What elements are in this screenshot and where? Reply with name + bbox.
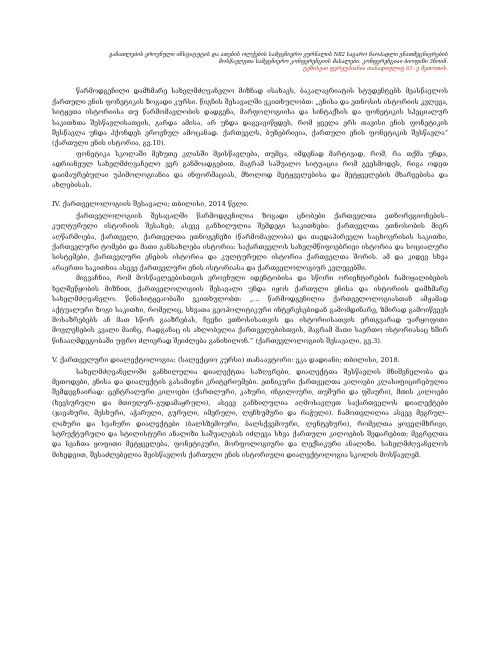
document-body	[52, 86, 448, 460]
section-4-heading: IV. ქართველოლოგიის შესავალი; თბილისი, 2014 წელი.	[52, 200, 249, 209]
section-4-paragraph-1: ქართველოლოგიის შესავალში წარმოდგენილია ზოგადი ცნობები ქართველთა ეთნორეგიონების–კულტურული ისტორიის შესახებ; ასევე განხილულია შემდეგი საკითხები: ქართველთა ეთნოსობის მიერ აღწარმოება, ქართველი, ქართველთა ეთნოგენეზი (წარმომავლობა) და თავდაპირველი საცხოვრისის საკითხი, ქართველური ტომები და მათი განსახლება ისტორია: საქართველოს სახელმწიფოებრივი ისტორია და სოციალური სისტემები, ქართველური ენების ისტორია და კულტურული ისტორია ქართველთა შორის. ამ და კიდევ სხვა არაერთი საკითხია ასევე ქართველური ენის ისტორიასა და ქართველოლოგიურ კვლევებში.	[52, 211, 448, 272]
section-5-heading: V. ქართველური დიალექტოლოგია; (სალექციო კურსი) თანაავტორი: ვკა დადიანი; თბილისი, 2018.	[52, 356, 400, 365]
section-4-paragraph-2: მიგვაჩნია, რომ მოსწავლეებისთვის ეროვნული იდენტობისა და სწორი ორიენტირების ჩამოყალიბების ხელშეწყობის მიზნით, ქართველოლოგიის შესავალი უნდა იყოს ქართული ენისა და ისტორიის დამხმარე სახელმძღვანელო. წინასიტყვაობაში ვკითხულობთ: „... წარმოდგენილია ქართველოლოგიასთან ამჟამად აქტუალური ზოგი საკითხი, რომელიც, სხვათა გეოპოლიტიკური ინტერესებიდან გამომდინარე, ზმირად გამოიწვევს მოსაზრებებს ან მათ სწორ გააზრებას, ჩვენი ეთნოსისათვის და ისტორიისათვის ერთგვარად უარყოფითი მოვლენების კვალი მაინც, რადგანაც ის ახლობელია ქართველებისთვის, მაგრამ მათი საერთო ისტორიასაც ხშირ წინააღმდეგობაში უფრო ძლიერად შეიძლება განიხილონ.“ (ქართველოლოგიის შესავალი, გვ.3).	[52, 274, 448, 345]
header-line-2: მოსწავლეთა სამეცნიერო კონფერენციის მასალები. კონფერენციაი ბიოფიზი 3ნოინ.	[218, 58, 448, 65]
header-line-3: ტეზისეაი ფერეუჰიანია თანადიფლიტ 61- ე მეთოთის.	[303, 65, 448, 72]
section-5-paragraph-1: სახელმძღვანელოში განხილულია დიალექტთა საზღვრები, დიალექტთა შესწავლის მნიშვნელობა და მეთოდები, ენისა და დიალექტის გასამიჯნი კრიტერიუმები. ეთნიკური ქართველთა კილოები კლასიფიცირებულია შემდეგნაირად: ცენტრალური კილოები (ქართლური, კახური, ინგილოური, თუშური და ფშაური), მთის კილოები (ხევსურული და მთიულურ–გუდამაყრული), ასევე განხილულია აღმოსავლეთ საქართველოს დიალექტები (ჯავახური, მესხური, აჭარული, გურული, იმერული, ლეჩხუმური და რაჭული). ჩამოთვლილია ასევე მეგრულ–ლაზური და სვანური დიალექტები (ბალსზემოური, ბალსქვემოური, ლენტეხური), რომელთა ყოველმხრივი, სტრუქტურული და სტილისტური ანალიზი საშუალებას იძლევა სხვა ქართული კილოების შედარებით; მეგრელთა და სვანთა ყოფითი მეტყველება, ფონეტიკური, მორფოლოგიური და ლექსიკური ანალიზი. სახელმძღვანელოს მიხედვით, შესაძლებელია შეისწავლოს ქართული ენის ისტორიული დიალექტოლოგია სკოლის მოსწავლემ.	[52, 367, 448, 459]
page-header	[52, 52, 448, 72]
header-line-1: განათლების ეროვნული ინსტიტუტის და ათენის ოლქების სამეცნიერო ჟურნალის N82 საგარო ნაოპადლი ენათმეცნიერების	[109, 52, 448, 58]
intro-paragraph-1: წარმოდგენილი დამხმარე სახელმძღვანელო მიზნად ისახავს, ბაკალავრიატის სტუდენტებს მეასწავლოს ქართული ენის ფონეტიკის ზოგადი კურსი. წიგნის შესავალში ვკითხულობთ: „ენისა და ეთნოსის ისტორიის კვლევა, სიტყვთა ისტორიისა თუ წარმომავლობის დადგენა, მარფოლოგიისა და სინტაქსის და ფონეტიკის სპეციალურ საკითხთა შესწავლისათვის, გარდა ამისა, არ უნდა დაგვავიწყდეს, რომ ყველა ერს თავისი ენის ფონეტიკის შესწავლა უნდა ჰქონდეს ეროვნულ ამოცანად. ქართველს, ბუნებრივია, ქართული ენის ფონეტიკის შესწავლა“ (ქართული ენის ისტორია, გვ.10).	[52, 87, 448, 148]
intro-paragraph-2: ფონეტიკა სკოლაში მეხუთე კლასში მეისწავლება, თუმცა, იმდენად მარტივად, რომ, რა თქმა უნდა, ადრიანეულ სახელმძღვანელო ვერ განმოადგებით, მაგრამ საშუალო სიტუაცია რომ გვესმოდეს, რიგა ოდეთ დაიმაურებულაი უჰიმოლოგიანია და ინფორმაციას, მხოლოდ მეტყველებისა და მეტყველების მხარეებისა და ახლებისას.	[52, 149, 448, 190]
